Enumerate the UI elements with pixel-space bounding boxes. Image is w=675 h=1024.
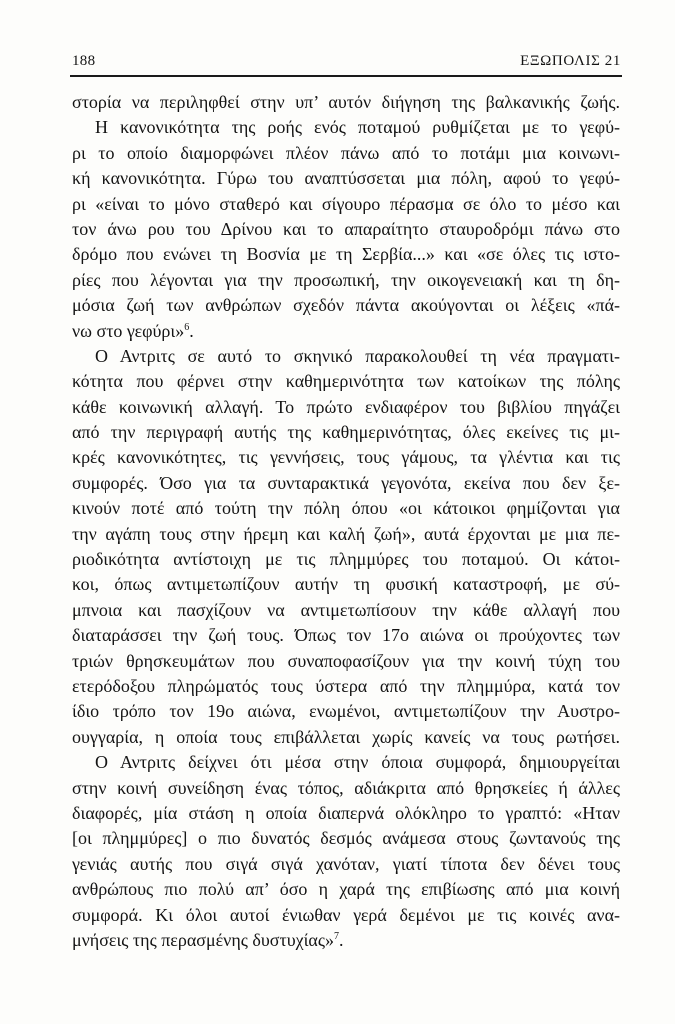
text-line: την αγάπη τους στην ήρεμη και καλή ζωή», αυτά έρχονται με μια πε- — [72, 523, 620, 544]
line-end: . — [339, 929, 344, 950]
text-line: από την περιγραφή αυτής της καθημερινότητας, όλες εκείνες τις μι- — [72, 422, 620, 443]
text-line: συμφορές. Όσο για τα συνταρακτικά γεγονότα, εκείνα που δεν ξε- — [72, 472, 620, 493]
text-line: κότητα που φέρνει στην καθημερινότητα των κατοίκων της πόλης — [72, 371, 620, 392]
text-line: τριών θρησκευμάτων που συναποφασίζουν για την κοινή τύχη του — [72, 650, 620, 671]
text-line: δρόμο που ενώνει τη Βοσνία με τη Σερβία...» και «σε όλες τις ιστο- — [72, 244, 620, 265]
text-line: ρι «είναι το μόνο σταθερό και σίγουρο πέρασμα σε όλο το μέσο και — [72, 193, 620, 214]
text-line: Η κανονικότητα της ροής ενός ποταμού ρυθμίζεται με το γεφύ- — [95, 117, 620, 138]
page-number: 188 — [72, 53, 96, 69]
text-line: κάθε κοινωνική αλλαγή. Το πρώτο ενδιαφέρον του βιβλίου πηγάζει — [72, 396, 620, 417]
text-line: ρίες που λέγονται για την προσωπική, την οικογενειακή και τη δη- — [72, 269, 620, 290]
text-line: ίδιο τρόπο τον 19ο αιώνα, ενωμένοι, αντιμετωπίζουν την Αυστρο- — [72, 701, 620, 722]
text-line: ριοδικότητα αντίστοιχη με τις πλημμύρες του ποταμού. Οι κάτοι- — [72, 549, 620, 570]
paragraph — [72, 90, 620, 115]
running-title: ΕΞΩΠΟΛΙΣ 21 — [520, 53, 621, 69]
line-text: μνήσεις της περασμένης δυστυχίας» — [72, 929, 334, 950]
footnote-ref: 6 — [184, 321, 190, 333]
text-line: κρές κανονικότητες, τις γεννήσεις, τους γάμους, τα γλέντια και τις — [72, 447, 620, 468]
paragraph — [72, 750, 620, 953]
text-line: μόσια ζωή των ανθρώπων σχεδόν πάντα ακούγονται οι λέξεις «πά- — [72, 295, 620, 316]
text-line: Ο Αντριτς σε αυτό το σκηνικό παρακολουθεί τη νέα πραγματι- — [95, 345, 620, 366]
text-line: διαταράσσει την ζωή τους. Όπως τον 17ο αιώνα οι προύχοντες των — [72, 625, 620, 646]
text-line: στην κοινή συνείδηση ένας τόπος, αδιάκριτα από θρησκείες ή άλλες — [72, 777, 620, 798]
text-line: συμφορά. Κι όλοι αυτοί ένιωθαν γερά δεμένοι με τις κοινές ανα- — [72, 904, 620, 925]
text-line: στορία να περιληφθεί στην υπ’ αυτόν διήγηση της βαλκανικής ζωής. — [72, 92, 620, 112]
text-line: ρι το οποίο διαμορφώνει πλέον πάνω από το ποτάμι μια κοινωνι- — [72, 142, 620, 163]
text-line: διαφορές, μία στάση η οποία διαπερνά ολόκληρο το γραπτό: «Ηταν — [72, 802, 620, 823]
line-text: νω στο γεφύρι» — [72, 320, 185, 341]
text-line: Ο Αντριτς δείχνει ότι μέσα στην όποια συμφορά, δημιουργείται — [95, 752, 620, 773]
body-text — [72, 90, 620, 953]
text-line — [72, 928, 620, 953]
text-line: κινούν ποτέ από τούτη την πόλη όπου «οι κάτοικοι φημίζονται για — [72, 498, 620, 519]
text-line: κή κανονικότητα. Γύρω του αναπτύσσεται μια πόλη, αφού το γεφύ- — [72, 168, 620, 189]
text-line: [οι πλημμύρες] ο πιο δυνατός δεσμός ανάμεσα στους ζωντανούς της — [72, 828, 620, 849]
text-line: μπνοια και πασχίζουν να αντιμετωπίσουν την κάθε αλλαγή που — [72, 599, 620, 620]
text-line: ανθρώπους πιο πολύ απ’ όσο η χαρά της επιβίωσης από μια κοινή — [72, 879, 620, 900]
text-line: ετερόδοξου πληρώματός τους ύστερα από την πλημμύρα, κατά τον — [72, 675, 620, 696]
footnote-ref: 7 — [334, 930, 339, 942]
paragraph — [72, 115, 620, 344]
text-line: τον άνω ρου του Δρίνου και το απαραίτητο σταυροδρόμι πάνω στο — [72, 218, 620, 239]
text-line — [72, 319, 620, 344]
text-line: κοι, όπως αντιμετωπίζουν αυτήν τη φυσική καταστροφή, με σύ- — [72, 574, 620, 595]
paragraph — [72, 344, 620, 750]
header-rule — [70, 75, 622, 77]
line-end: . — [189, 320, 194, 341]
text-line: ουγγαρία, η οποία τους επιβάλλεται χωρίς κανείς να τους ρωτήσει. — [72, 726, 620, 747]
text-line: γενιάς αυτής που σιγά σιγά χανόταν, γιατί τίποτα δεν δένει τους — [72, 853, 620, 874]
